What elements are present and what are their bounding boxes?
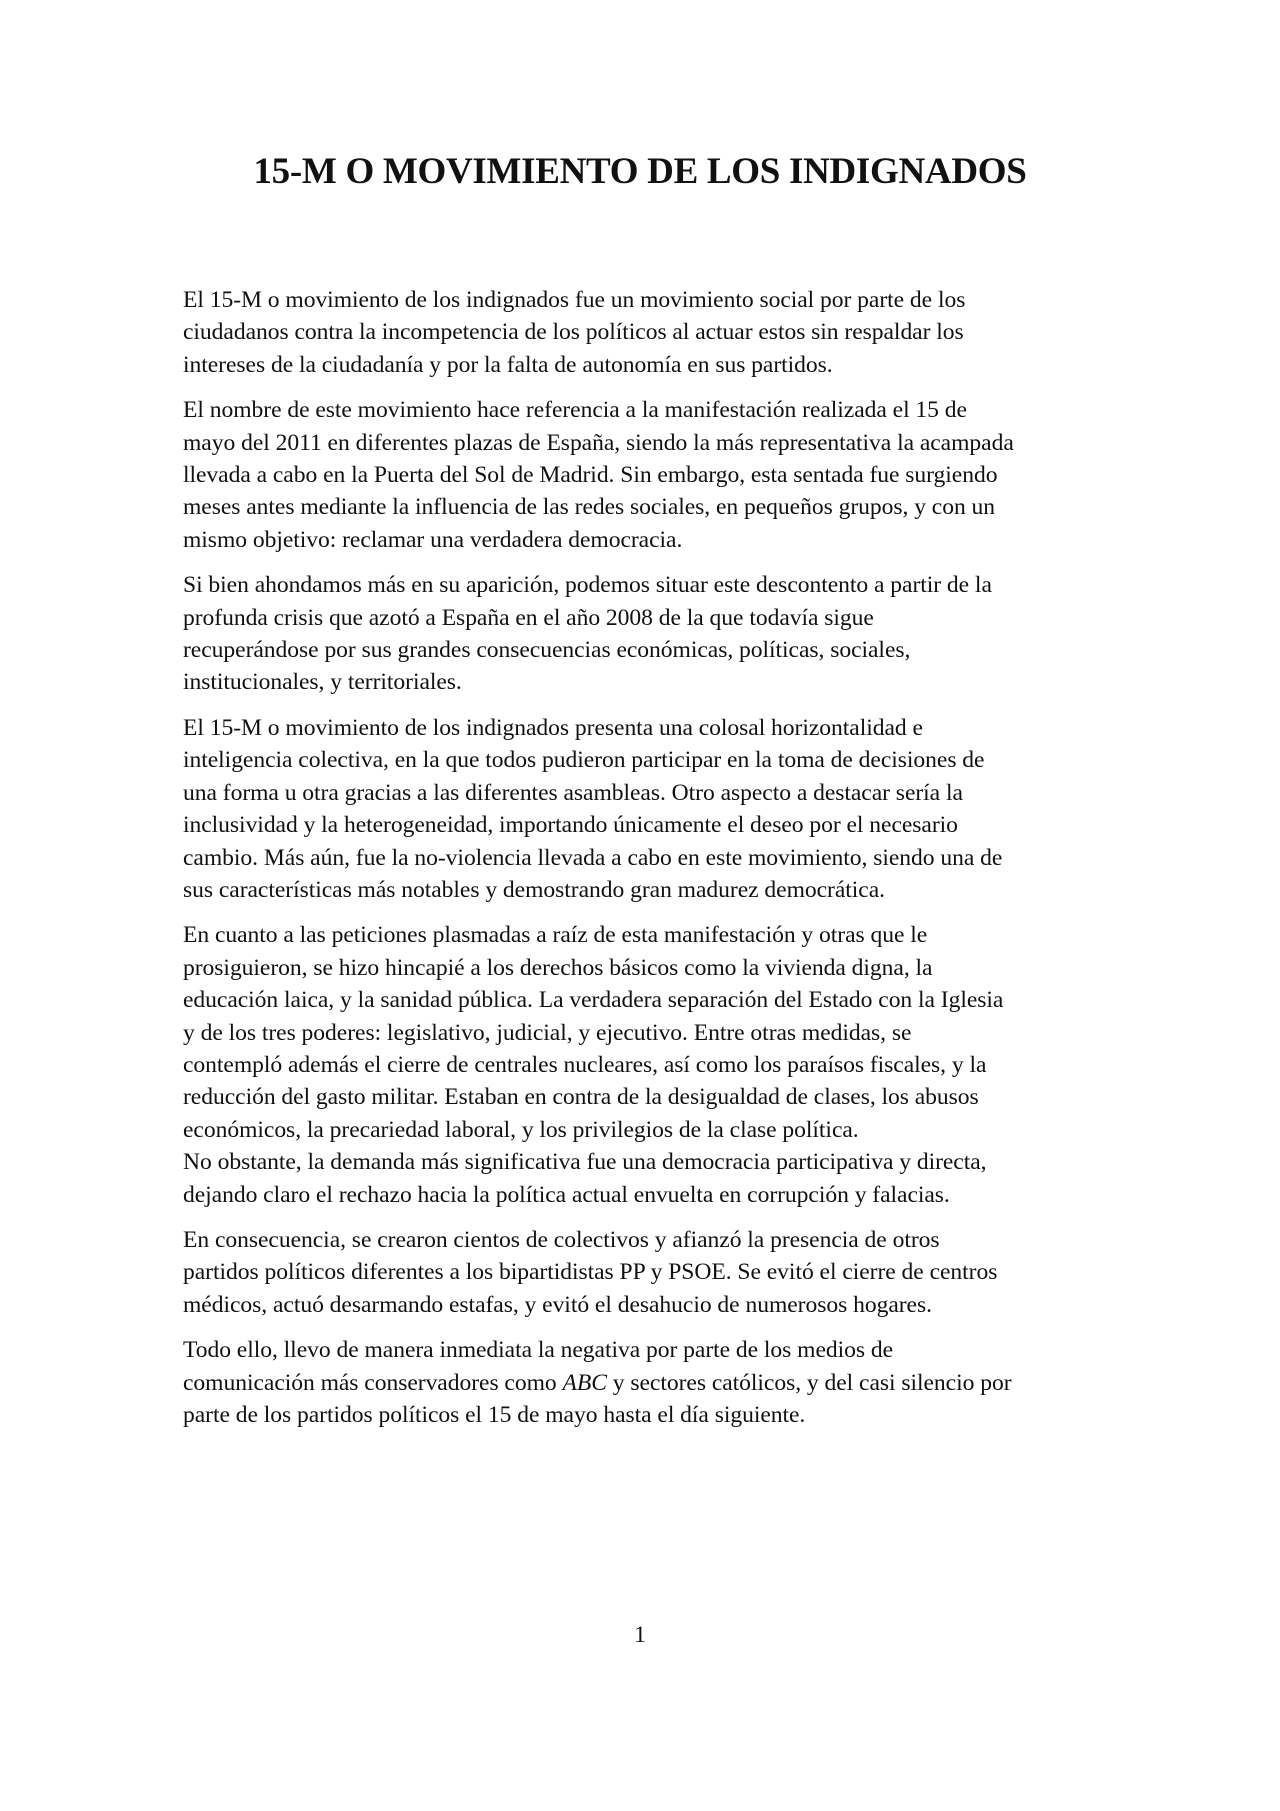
text-line: Todo ello, llevo de manera inmediata la negativa por parte de los medios de xyxy=(183,1337,894,1364)
text-line: El 15-M o movimiento de los indignados presenta una colosal horizontalidad e xyxy=(183,714,923,741)
text-line: Si bien ahondamos más en su aparición, podemos situar este descontento a partir de la xyxy=(183,572,992,599)
text-line: ciudadanos contra la incompetencia de los políticos al actuar estos sin respaldar los xyxy=(183,319,964,346)
text-segment: y sectores católicos, y del casi silencio por xyxy=(606,1369,1012,1396)
text-line: El 15-M o movimiento de los indignados fue un movimiento social por parte de los xyxy=(183,287,966,313)
text-line: mayo del 2011 en diferentes plazas de España, siendo la más representativa la acampada xyxy=(183,429,1014,456)
text-line: y de los tres poderes: legislativo, judicial, y ejecutivo. Entre otras medidas, se xyxy=(183,1019,912,1046)
page-number: 1 xyxy=(634,1622,646,1648)
text-line: En cuanto a las peticiones plasmadas a raíz de esta manifestación y otras que le xyxy=(183,922,928,949)
text-line: No obstante, la demanda más significativa fue una democracia participativa y directa, xyxy=(183,1149,987,1176)
text-line: mismo objetivo: reclamar una verdadera democracia. xyxy=(183,526,683,553)
text-line: meses antes mediante la influencia de las redes sociales, en pequeños grupos, y con un xyxy=(183,494,996,521)
text-line: profunda crisis que azotó a España en el año 2008 de la que todavía sigue xyxy=(183,604,874,631)
text-line: dejando claro el rechazo hacia la política actual envuelta en corrupción y falacias. xyxy=(183,1181,950,1208)
paragraph-7 xyxy=(183,1334,1123,1431)
text-line: médicos, actuó desarmando estafas, y evitó el desahucio de numerosos hogares. xyxy=(183,1291,932,1318)
text-line: recuperándose por sus grandes consecuencias económicas, políticas, sociales, xyxy=(183,637,911,664)
text-line: llevada a cabo en la Puerta del Sol de Madrid. Sin embargo, esta sentada fue surgiendo xyxy=(183,462,998,489)
paragraph-2 xyxy=(183,394,1123,556)
text-segment: comunicación más conservadores como xyxy=(183,1369,563,1396)
text-line: En consecuencia, se crearon cientos de colectivos y afianzó la presencia de otros xyxy=(183,1226,940,1253)
text-line: inteligencia colectiva, en la que todos pudieron participar en la toma de decisiones de xyxy=(183,747,985,774)
paragraph-6 xyxy=(183,1224,1123,1321)
text-line: parte de los partidos políticos el 15 de mayo hasta el día siguiente. xyxy=(183,1402,806,1428)
text-line: cambio. Más aún, fue la no-violencia llevada a cabo en este movimiento, siendo una de xyxy=(183,844,1003,871)
text-line-with-italic xyxy=(183,1367,1123,1399)
paragraph-1 xyxy=(183,284,1123,381)
text-line: educación laica, y la sanidad pública. La verdadera separación del Estado con la Iglesia xyxy=(183,987,1004,1014)
paragraph-4 xyxy=(183,712,1123,906)
document-title: 15-M O MOVIMIENTO DE LOS INDIGNADOS xyxy=(253,151,1027,192)
text-line: reducción del gasto militar. Estaban en contra de la desigualdad de clases, los abusos xyxy=(183,1084,979,1111)
text-line: partidos políticos diferentes a los bipartidistas PP y PSOE. Se evitó el cierre de centros xyxy=(183,1259,998,1286)
text-line: intereses de la ciudadanía y por la falta de autonomía en sus partidos. xyxy=(183,351,833,378)
text-line: prosiguieron, se hizo hincapié a los derechos básicos como la vivienda digna, la xyxy=(183,954,933,981)
text-line: El nombre de este movimiento hace referencia a la manifestación realizada el 15 de xyxy=(183,397,967,424)
text-line: una forma u otra gracias a las diferentes asambleas. Otro aspecto a destacar sería la xyxy=(183,779,963,806)
paragraph-3 xyxy=(183,569,1123,699)
paragraph-5 xyxy=(183,919,1123,1211)
text-line: económicos, la precariedad laboral, y los privilegios de la clase política. xyxy=(183,1116,859,1143)
publication-name: ABC xyxy=(562,1369,607,1396)
text-line: contempló además el cierre de centrales nucleares, así como los paraísos fiscales, y la xyxy=(183,1051,987,1078)
document-body xyxy=(183,284,1123,1444)
text-line: inclusividad y la heterogeneidad, importando únicamente el deseo por el necesario xyxy=(183,812,958,839)
text-line: institucionales, y territoriales. xyxy=(183,669,462,696)
text-line: sus características más notables y demostrando gran madurez democrática. xyxy=(183,876,885,903)
